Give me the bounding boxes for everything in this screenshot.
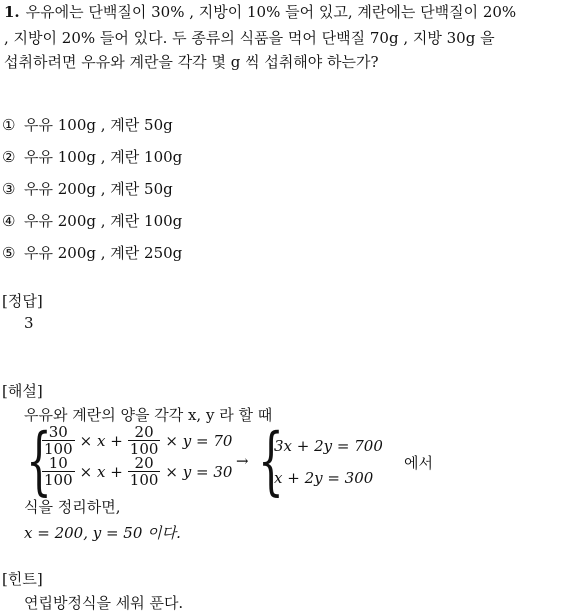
equation-1 — [40, 424, 232, 457]
choice-text: 우유 200g , 계란 100g — [24, 212, 183, 230]
question-line-3: 섭취하려면 우유와 계란을 각각 몇 g 씩 섭취해야 하는가? — [4, 53, 379, 71]
equation-end: × y = 70 — [165, 431, 233, 450]
equation-2 — [40, 455, 232, 488]
denominator: 100 — [44, 440, 73, 458]
choice-1[interactable] — [2, 114, 173, 135]
left-brace-icon: { — [26, 418, 52, 504]
denominator: 100 — [129, 471, 159, 489]
equation-end: × y = 30 — [165, 462, 233, 481]
question-text-1: 우유에는 단백질이 30% , 지방이 10% 들어 있고, 계란에는 단백질이 20% — [25, 3, 517, 21]
right-brace-icon: { — [258, 418, 284, 504]
choice-4[interactable] — [2, 210, 182, 231]
denominator: 100 — [129, 440, 159, 458]
numerator: 20 — [134, 454, 154, 472]
equation-system-left — [40, 424, 232, 488]
numerator: 10 — [48, 454, 68, 472]
answer-value: 3 — [24, 314, 34, 332]
choice-mark: ③ — [2, 180, 16, 198]
fraction — [42, 424, 75, 457]
fraction — [42, 455, 75, 488]
choice-text: 우유 200g , 계란 50g — [24, 180, 173, 198]
system-equation-2: x + 2y = 300 — [274, 469, 374, 487]
arrow-icon: → — [236, 452, 249, 470]
choice-text: 우유 200g , 계란 250g — [24, 244, 183, 262]
equation-mid: × x + — [79, 462, 123, 481]
choice-mark: ② — [2, 148, 16, 166]
choice-2[interactable] — [2, 146, 182, 167]
explanation-line-1: 우유와 계란의 양을 각각 x, y 라 할 때 — [24, 406, 273, 424]
hint-label: [힌트] — [2, 570, 43, 588]
choice-text: 우유 100g , 계란 50g — [24, 116, 173, 134]
choice-5[interactable] — [2, 242, 182, 263]
fraction — [128, 455, 161, 488]
choice-mark: ④ — [2, 212, 16, 230]
denominator: 100 — [44, 471, 73, 489]
explanation-line-2: 식을 정리하면, — [24, 498, 121, 516]
fraction — [128, 424, 161, 457]
system-equation-1: 3x + 2y = 700 — [274, 437, 383, 455]
explanation-line-3: x = 200, y = 50 이다. — [24, 524, 181, 542]
choice-3[interactable] — [2, 178, 173, 199]
equation-mid: × x + — [79, 431, 123, 450]
choice-text: 우유 100g , 계란 100g — [24, 148, 183, 166]
question-line-1 — [4, 0, 516, 24]
numerator: 20 — [134, 423, 154, 441]
choice-mark: ⑤ — [2, 244, 16, 262]
explanation-suffix: 에서 — [404, 454, 433, 472]
question-line-2: , 지방이 20% 들어 있다. 두 종류의 식품을 먹어 단백질 70g , 지방 30g 을 — [4, 29, 495, 47]
question-number: 1. — [4, 3, 20, 21]
answer-label: [정답] — [2, 292, 43, 310]
choice-mark: ① — [2, 116, 16, 134]
hint-text: 연립방정식을 세워 푼다. — [24, 594, 184, 612]
numerator: 30 — [48, 423, 68, 441]
explanation-label: [해설] — [2, 382, 43, 400]
